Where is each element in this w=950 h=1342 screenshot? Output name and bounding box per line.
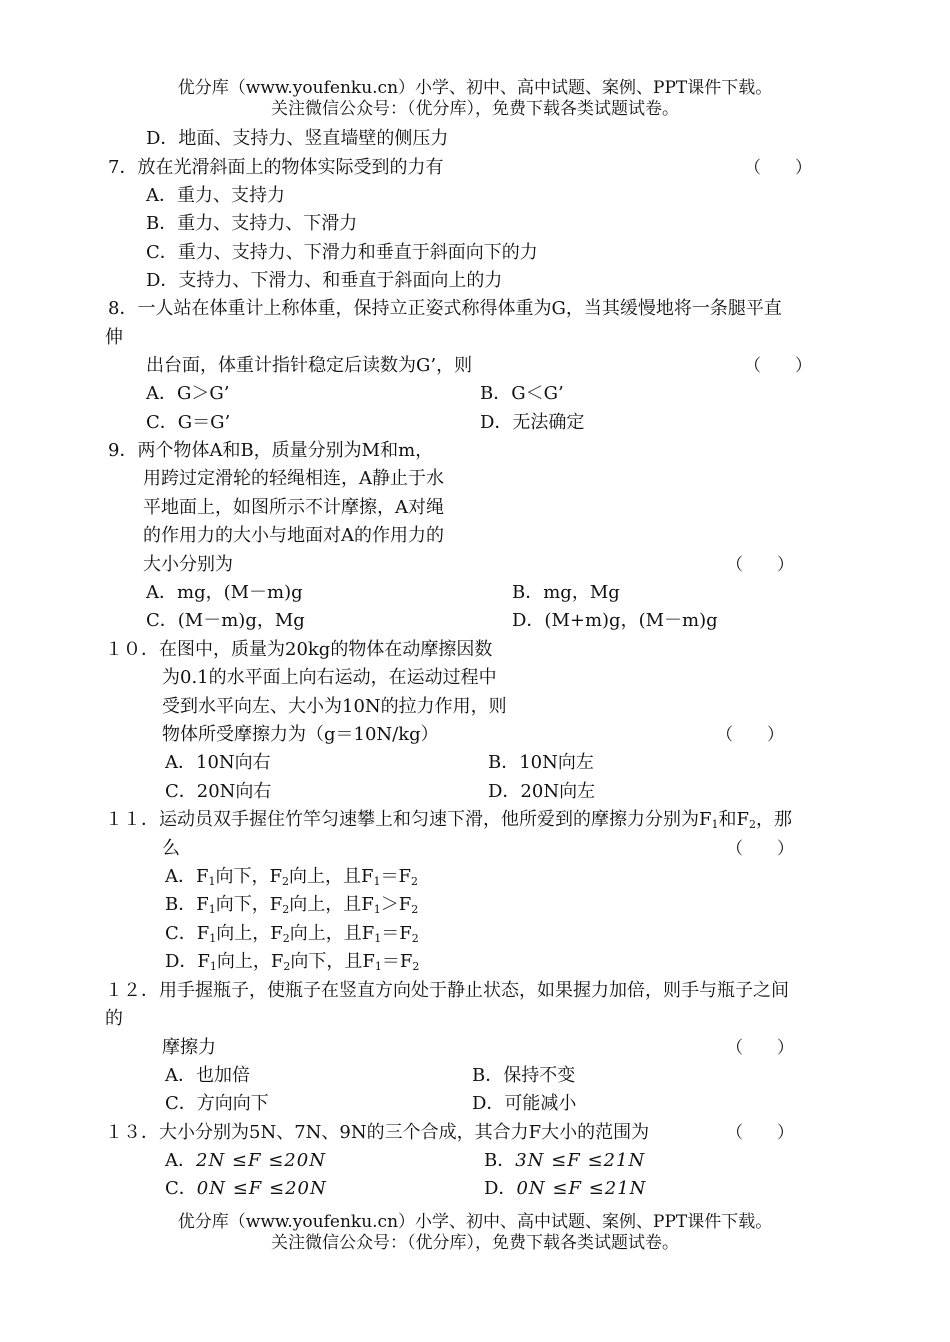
q8-stem-line-1: 8．一人站在体重计上称体重，保持立正姿式称得体重为G，当其缓慢地将一条腿平直 (108, 298, 782, 319)
q8-answer-blank: （ ） (744, 356, 812, 376)
q8-option-c: C．G＝G’ (146, 412, 231, 433)
q10-stem-line-4: 物体所受摩擦力为（g＝10N/kg） (162, 724, 439, 745)
q12-option-d: D．可能减小 (472, 1093, 577, 1114)
q9-option-b: B．mg，Mg (512, 582, 620, 603)
q11-option-a: A．$F_1$向下，$F_2$向上，且$F_1=F_2$ (165, 866, 418, 888)
q9-option-a: A．mg，(M－m)g (146, 582, 303, 603)
q10-stem-line-3: 受到水平向左、大小为10N的拉力作用，则 (162, 696, 507, 717)
q9-stem-line-1: 9．两个物体A和B，质量分别为M和m， (108, 440, 434, 461)
q11-stem-line-1: １１．运动员双手握住竹竿匀速攀上和匀速下滑，他所爱到的摩擦力分别为$F_1$和$F_2$，那 (105, 809, 792, 831)
q8-option-d: D．无法确定 (480, 412, 585, 433)
q7-answer-blank: （ ） (744, 158, 812, 178)
q10-option-a: A．10N向右 (165, 752, 271, 773)
q12-stem-line-2: 的 (105, 1008, 123, 1029)
q12-stem-line-1: １２．用手握瓶子，使瓶子在竖直方向处于静止状态，如果握力加倍，则手与瓶子之间 (105, 980, 789, 1001)
header-line-2: 关注微信公众号：（优分库），免费下载各类试题试卷。 (271, 99, 679, 119)
q12-option-c: C．方向向下 (165, 1093, 269, 1114)
q8-option-a: A．G＞G’ (146, 383, 230, 404)
q13-answer-blank: （ ） (726, 1123, 794, 1143)
footer-line-1: 优分库（www.youfenku.cn）小学、初中、高中试题、案例、PPT课件下载。 (177, 1212, 773, 1232)
q7-option-d: D．支持力、下滑力、和垂直于斜面向上的力 (146, 270, 503, 291)
q7-option-c: C．重力、支持力、下滑力和垂直于斜面向下的力 (146, 242, 538, 263)
q11-option-b: B．$F_1$向下，$F_2$向上，且$F_1>F_2$ (165, 894, 419, 916)
q11-option-d: D．$F_1$向上，$F_2$向下，且$F_1=F_2$ (165, 951, 420, 973)
q8-option-b: B．G＜G’ (480, 383, 564, 404)
q9-stem-line-2: 用跨过定滑轮的轻绳相连，A静止于水 (143, 468, 444, 489)
q7-option-a: A．重力、支持力 (146, 185, 285, 206)
q11-stem-line-2: 么 (162, 838, 180, 859)
q13-option-d-inequality: 0N ≤F ≤21N (516, 1178, 647, 1199)
q10-option-d: D．20N向左 (488, 781, 596, 802)
q12-stem-line-3: 摩擦力 (162, 1037, 216, 1058)
q13-stem: １３．大小分别为5N、7N、9N的三个合成，其合力F大小的范围为 (105, 1122, 650, 1143)
q12-option-b: B．保持不变 (472, 1065, 576, 1086)
q10-option-c: C．20N向右 (165, 781, 272, 802)
q13-option-a-inequality: 2N ≤F ≤20N (196, 1150, 326, 1171)
q13-option-b: B．3N ≤F ≤21N (484, 1150, 646, 1171)
q10-stem-line-2: 为0.1的水平面上向右运动，在运动过程中 (162, 667, 497, 688)
q8-stem-line-3: 出台面，体重计指针稳定后读数为G’，则 (146, 355, 473, 376)
footer-line-2: 关注微信公众号：（优分库），免费下载各类试题试卷。 (271, 1233, 679, 1253)
q13-option-b-inequality: 3N ≤F ≤21N (515, 1150, 646, 1171)
q7-stem: 7．放在光滑斜面上的物体实际受到的力有 (108, 157, 444, 178)
q13-option-c: C．0N ≤F ≤20N (165, 1178, 327, 1199)
q7-option-b: B．重力、支持力、下滑力 (146, 213, 358, 234)
q9-stem-line-5: 大小分别为 (143, 554, 233, 575)
q10-option-b: B．10N向左 (488, 752, 594, 773)
q8-stem-line-2: 伸 (105, 327, 123, 348)
q12-answer-blank: （ ） (726, 1038, 794, 1058)
q9-answer-blank: （ ） (726, 555, 794, 575)
q10-answer-blank: （ ） (716, 725, 784, 745)
q9-stem-line-3: 平地面上，如图所示不计摩擦，A对绳 (143, 497, 444, 518)
q9-option-c: C．(M－m)g，Mg (146, 610, 305, 631)
q12-option-a: A．也加倍 (165, 1065, 250, 1086)
q13-option-d: D．0N ≤F ≤21N (484, 1178, 647, 1199)
header-line-1: 优分库（www.youfenku.cn）小学、初中、高中试题、案例、PPT课件下载。 (177, 78, 773, 98)
q13-option-c-inequality: 0N ≤F ≤20N (196, 1178, 327, 1199)
q6-option-d: D．地面、支持力、竖直墙壁的侧压力 (146, 128, 449, 149)
q9-option-d: D．(M+m)g，(M－m)g (512, 610, 718, 631)
q11-option-c: C．$F_1$向上，$F_2$向上，且$F_1=F_2$ (165, 923, 419, 945)
q9-stem-line-4: 的作用力的大小与地面对A的作用力的 (143, 525, 444, 546)
q11-answer-blank: （ ） (726, 839, 794, 859)
q13-option-a: A．2N ≤F ≤20N (165, 1150, 326, 1171)
q10-stem-line-1: １０．在图中，质量为20kg的物体在动摩擦因数 (105, 639, 493, 660)
